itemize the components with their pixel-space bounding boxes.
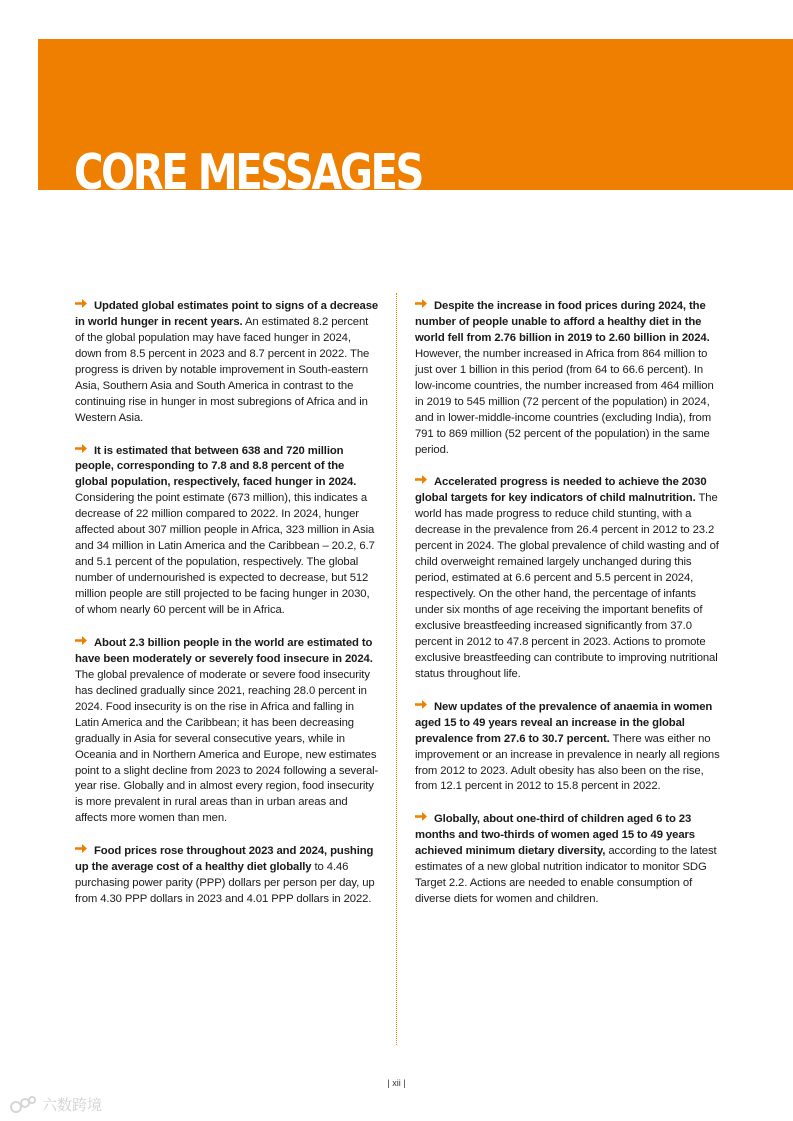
left-column (75, 298, 379, 924)
arrow-right-icon (415, 298, 431, 315)
message-body: The global prevalence of moderate or severe food insecurity has declined gradually since 2021, reaching 28.0 percent in 2024. Food insecurity is on the rise in Africa and falling in Latin America and the Caribbean; it has been decreasing gradually in Asia for several consecutive years, while in Oceania and in Northern America and Europe, new estimates point to a slight decline from 2023 to 2024 following a several-year rise. Globally and in almost every region, food insecurity is more prevalent in rural areas than in urban areas and affects more women than men. (75, 668, 379, 825)
message-lead: It is estimated that between 638 and 720 million people, corresponding to 7.8 and 8.8 percent of the global population, respectively, faced hunger in 2024. (75, 444, 357, 489)
message-lead: Accelerated progress is needed to achieve the 2030 global targets for key indicators of child malnutrition. (415, 476, 707, 505)
core-message (415, 811, 721, 908)
core-message (75, 298, 379, 427)
core-message (415, 474, 721, 682)
header-banner (38, 39, 793, 190)
watermark-logo-icon (10, 1095, 36, 1115)
page-number: | xii | (387, 1078, 406, 1088)
core-message (415, 699, 721, 796)
core-message (75, 843, 379, 908)
page-title: CORE MESSAGES (74, 144, 423, 190)
message-body: However, the number increased in Africa from 864 million to just over 1 billion in this period (from 64 to 66.6 percent). In low-income countries, the number increased from 464 million in 2019 to 545 million (72 percent of the population) in 2024, and in lower-middle-income countries (excluding India), from 791 to 869 million (52 percent of the population) in the same period. (415, 347, 714, 456)
message-lead: About 2.3 billion people in the world are estimated to have been moderately or severely food insecure in 2024. (75, 636, 373, 665)
message-body: There was either no improvement or an increase in prevalence in nearly all regions from 2012 to 2023. Adult obesity has also been on the rise, from 12.1 percent in 2012 to 15.8 percent in 2022. (415, 732, 720, 793)
right-column (415, 298, 721, 924)
arrow-right-icon (75, 635, 91, 652)
column-divider (396, 293, 397, 1045)
message-body: to 4.46 purchasing power parity (PPP) dollars per person per day, up from 4.30 PPP dollars in 2023 and 4.01 PPP dollars in 2022. (75, 861, 375, 906)
message-lead: Updated global estimates point to signs of a decrease in world hunger in recent years. (75, 300, 379, 328)
watermark (10, 1094, 102, 1115)
core-message (75, 635, 379, 827)
message-lead: Globally, about one-third of children aged 6 to 23 months and two-thirds of women aged 15 to 49 years achieved minimum dietary diversity, (415, 813, 695, 858)
message-body: An estimated 8.2 percent of the global population may have faced hunger in 2024, down from 8.5 percent in 2023 and 8.7 percent in 2022. The progress is driven by notable improvement in South-eastern Asia, Southern Asia and South America in contrast to the continuing rise in hunger in most subregions of Africa and in Western Asia. (75, 315, 370, 424)
arrow-right-icon (415, 474, 431, 491)
message-body: according to the latest estimates of a new global nutrition indicator to monitor SDG Target 2.2. Actions are needed to enable consumption of diverse diets for women and children. (415, 845, 717, 906)
arrow-right-icon (415, 811, 431, 828)
arrow-right-icon (415, 699, 431, 716)
core-message (75, 443, 379, 619)
message-lead: New updates of the prevalence of anaemia in women aged 15 to 49 years reveal an increase in the global prevalence from 27.6 to 30.7 percent. (415, 700, 713, 745)
message-lead: Food prices rose throughout 2023 and 2024, pushing up the average cost of a healthy diet globally (75, 845, 374, 874)
arrow-right-icon (75, 843, 91, 860)
arrow-right-icon (75, 298, 91, 315)
watermark-text: 六数跨境 (42, 1097, 103, 1114)
core-message (415, 298, 721, 459)
message-body: The world has made progress to reduce child stunting, with a decrease in the prevalence from 26.4 percent in 2012 to 23.2 percent in 2024. The global prevalence of child wasting and of child overweight remained largely unchanged during this period, estimated at 6.6 percent and 5.5 percent in 2024, respectively. On the other hand, the percentage of infants under six months of age receiving the important benefits of exclusive breastfeeding increased significantly from 37.0 percent in 2012 to 47.8 percent in 2023. Actions to promote exclusive breastfeeding can contribute to improving nutritional status throughout life. (415, 492, 719, 680)
message-body: Considering the point estimate (673 million), this indicates a decrease of 22 million compared to 2022. In 2024, hunger affected about 307 million people in Africa, 323 million in Asia and 34 million in Latin America and the Caribbean – 20.2, 6.7 and 5.1 percent of the population, respectively. The global number of undernourished is expected to decrease, but 512 million people are still projected to be facing hunger in 2030, of whom nearly 60 percent will be in Africa. (75, 492, 375, 617)
message-lead: Despite the increase in food prices during 2024, the number of people unable to afford a healthy diet in the world fell from 2.76 billion in 2019 to 2.60 billion in 2024. (415, 300, 710, 344)
arrow-right-icon (75, 443, 91, 460)
